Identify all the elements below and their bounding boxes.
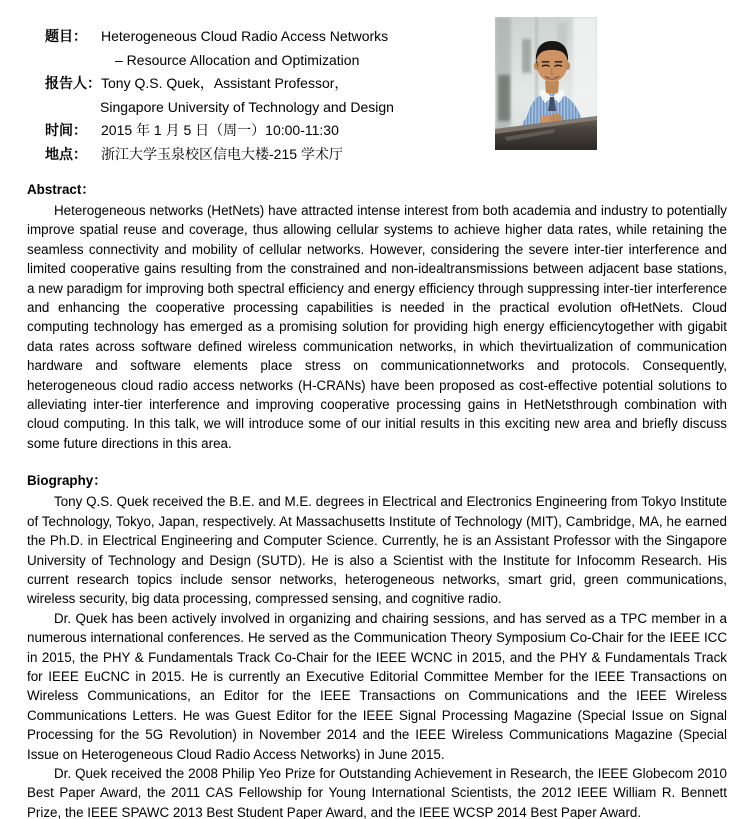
speaker-label: 报告人： bbox=[45, 75, 101, 91]
time-row bbox=[45, 119, 485, 143]
abstract-body: Heterogeneous networks (HetNets) have attracted intense interest from both academia and industry to potentially improve spatial reuse and coverage, thus allowing cellular systems to achieve higher data rates, while retaining the seamless connectivity and mobility of cellular networks. However, considering the severe inter-tier interference and limited cooperative gains resulting from the constrained and non-idealtransmissions between adjacent base stations, a new paradigm for improving both spectral efficiency and energy efficiency through suppressing inter-tier interference and enhancing the cooperative processing capabilities is needed in the practical evolution ofHetNets. Cloud computing technology has emerged as a promising solution for providing high energy efficiencytogether with gigabit data rates across software defined wireless communication networks, in which thevirtualization of communication hardware and software elements place stress on communicationnetworks and protocols. Consequently, heterogeneous cloud radio access networks (H-CRANs) have been proposed as cost-effective potential solutions to alleviating inter-tier interference and improving cooperative processing gains in HetNetsthrough combination with cloud computing. In this talk, we will introduce some of our initial results in this exciting new area and briefly discuss some future directions in this area. bbox=[27, 203, 727, 451]
biography-paragraph-1: Tony Q.S. Quek received the B.E. and M.E. degrees in Electrical and Electronics Engineering from Tokyo Institute of Technology, Tokyo, Japan, respectively. At Massachusetts Institute of Technology (MIT), Cambridge, MA, he earned the Ph.D. in Electrical Engineering and Computer Science. Currently, he is an Assistant Professor with the Singapore University of Technology and Design (SUTD). He is also a Scientist with the Institute for Infocomm Research. His current research topics include sensor networks, heterogeneous networks, smart grid, green communications, wireless security, big data processing, compressed sensing, and cognitive radio. bbox=[27, 494, 727, 607]
speaker-row bbox=[45, 72, 485, 96]
time-label: 时间： bbox=[45, 122, 87, 138]
biography-paragraph-2: Dr. Quek has been actively involved in organizing and chairing sessions, and has served as a TPC member in a numerous international conferences. He served as the Communication Theory Symposium Co-Chair for the IEEE ICC in 2015, the PHY & Fundamentals Track Co-Chair for the IEEE WCNC in 2015, and the PHY & Fundamentals Track for IEEE EuCNC in 2015. He is currently an Executive Editorial Committee Member for the IEEE Transactions on Wireless Communications, an Editor for the IEEE Transactions on Communications and the IEEE Wireless Communications Letters. He was Guest Editor for the IEEE Signal Processing Magazine (Special Issue on Signal Processing for the 5G Revolution) in November 2014 and the IEEE Wireless Communications Magazine (Special Issue on Heterogeneous Cloud Radio Access Networks) in June 2015. bbox=[27, 610, 727, 762]
biography-heading: Biography： bbox=[27, 473, 107, 489]
time-value: 2015 年 1 月 5 日（周一）10:00-11:30 bbox=[101, 122, 339, 138]
biography-section bbox=[27, 471, 727, 819]
seminar-header bbox=[27, 25, 485, 166]
venue-value: 浙江大学玉泉校区信电大楼-215 学术厅 bbox=[101, 145, 343, 162]
venue-label: 地点： bbox=[45, 145, 87, 162]
title-line2: – Resource Allocation and Optimization bbox=[115, 51, 360, 68]
biography-paragraph-3: Dr. Quek received the 2008 Philip Yeo Prize for Outstanding Achievement in Research, the IEEE Globecom 2010 Best Paper Award, the 2011 CAS Fellowship for Young International Scientists, the 2012 IEEE William R. Bennett Prize, the IEEE SPAWC 2013 Best Student Paper Award, and the IEEE WCSP 2014 Best Paper Award. bbox=[27, 765, 727, 819]
title-line1: Heterogeneous Cloud Radio Access Networks bbox=[101, 28, 389, 44]
abstract-heading: Abstract： bbox=[27, 182, 95, 197]
speaker-line2: Singapore University of Technology and Design bbox=[100, 98, 394, 115]
venue-row bbox=[45, 143, 485, 167]
title-row bbox=[45, 25, 485, 49]
title-label: 题目： bbox=[45, 28, 87, 44]
abstract-section bbox=[27, 180, 727, 453]
speaker-line1: Tony Q.S. Quek，Assistant Professor， bbox=[101, 75, 349, 91]
speaker-photo bbox=[495, 17, 597, 150]
